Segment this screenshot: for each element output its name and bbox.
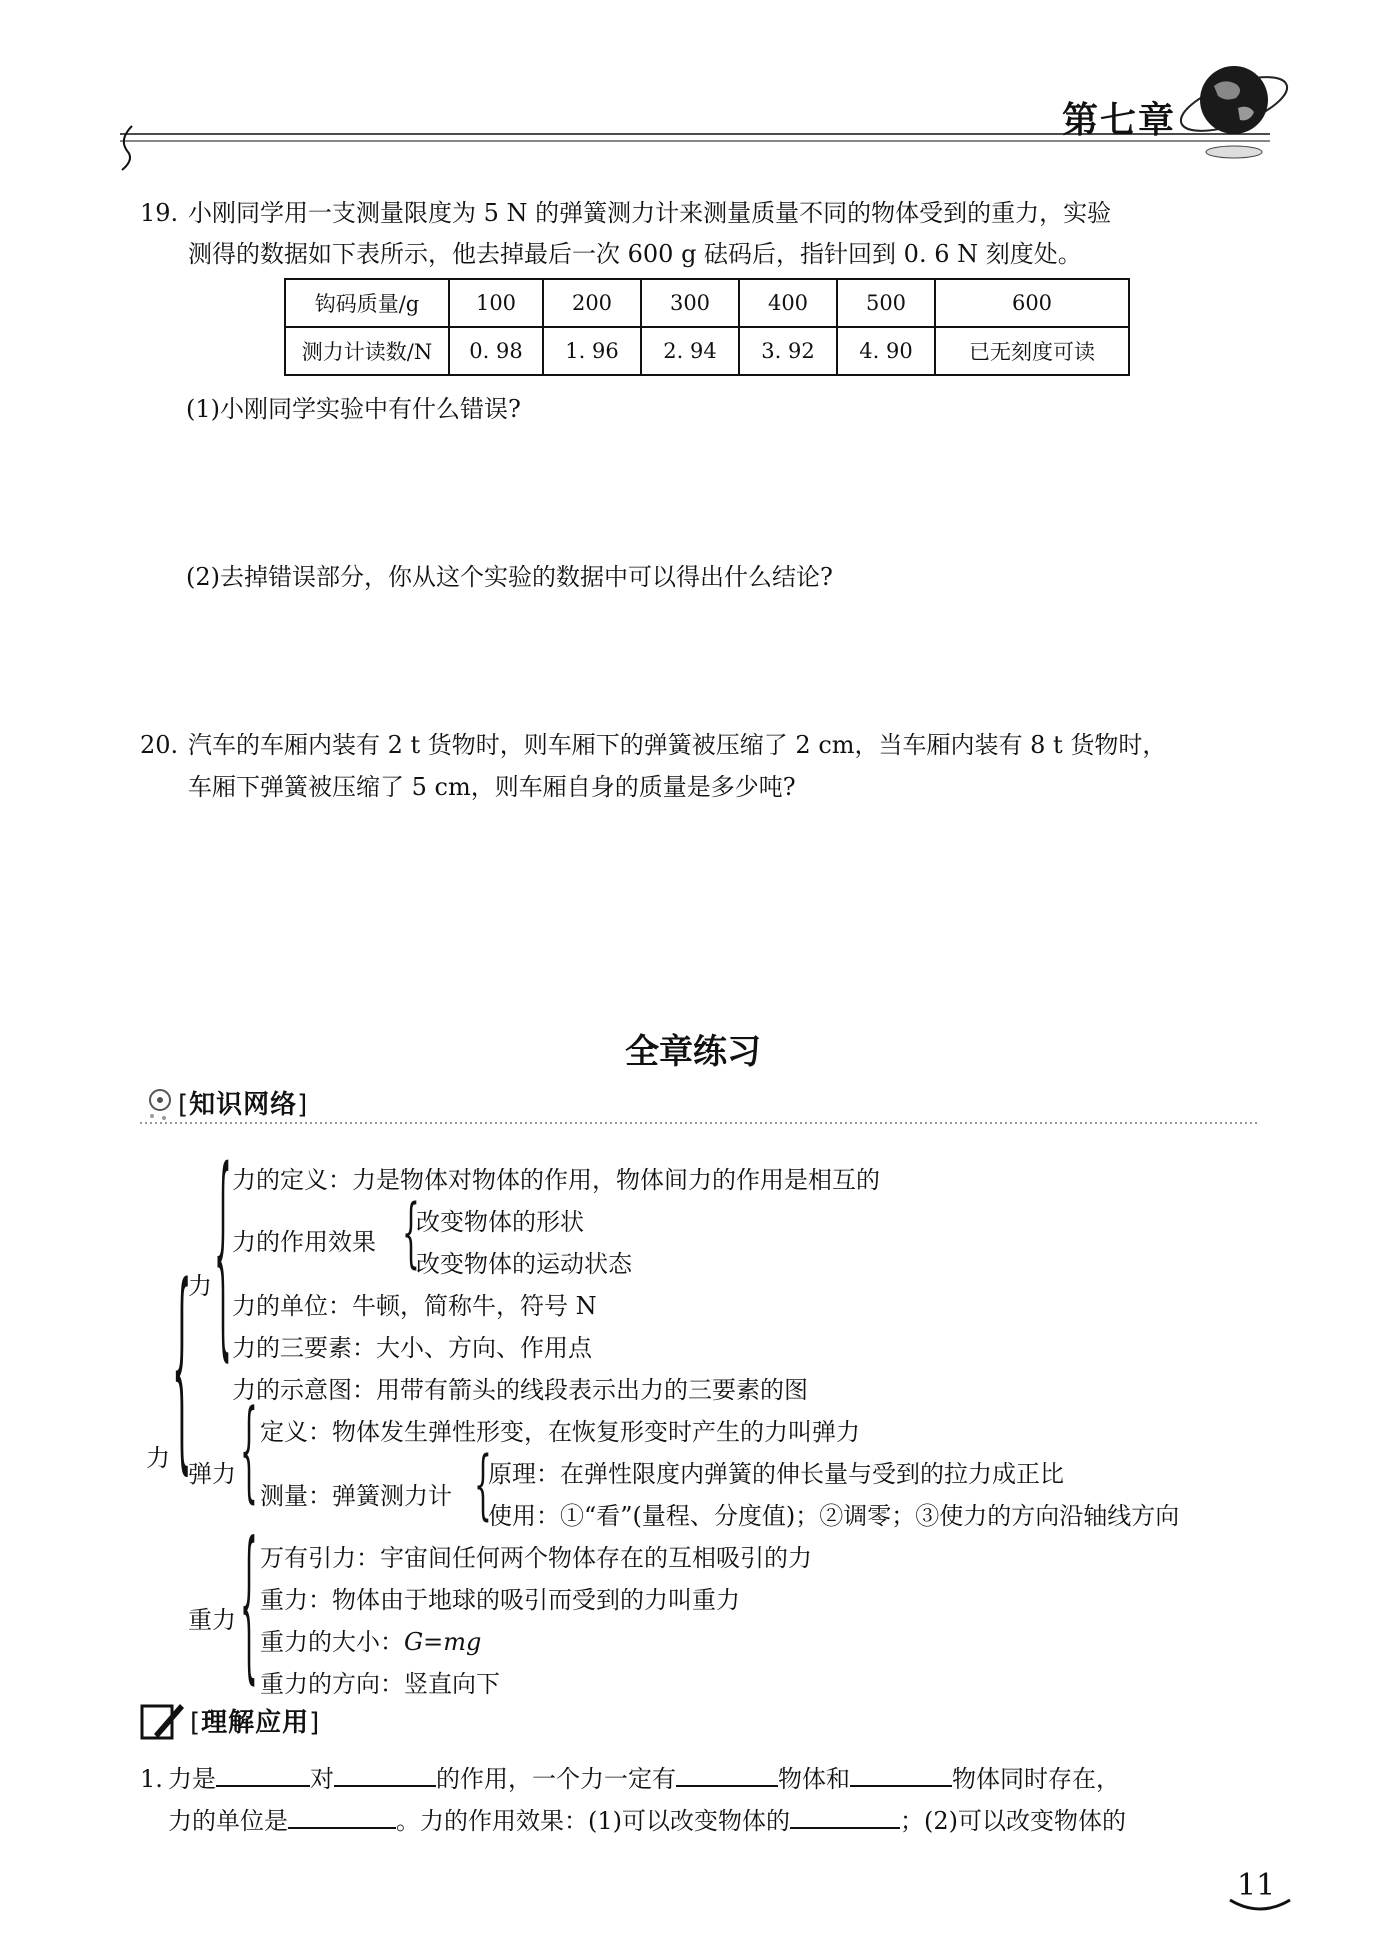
table-cell: 1. 96 <box>543 327 641 375</box>
chapter-title: 第七章 <box>1062 99 1177 141</box>
q1-text: ；(2)可以改变物体的 <box>900 1807 1126 1835</box>
q1-text: 物体同时存在， <box>952 1765 1120 1793</box>
page-number-swoosh-icon <box>1228 1894 1292 1914</box>
section-title: 全章练习 <box>625 1032 761 1072</box>
answer-blank[interactable] <box>334 1761 436 1787</box>
q19-line2: 测得的数据如下表所示，他去掉最后一次 600 g 砝码后，指针回到 0. 6 N 刻度处。 <box>188 240 1082 268</box>
pencil-icon <box>140 1700 186 1742</box>
q19-line1: 小刚同学用一支测量限度为 5 N 的弹簧测力计来测量质量不同的物体受到的重力，实验 <box>188 199 1112 227</box>
q1-line2 <box>168 1800 1126 1842</box>
dotted-divider <box>140 1120 1260 1126</box>
answer-blank[interactable] <box>850 1761 952 1787</box>
answer-blank[interactable] <box>676 1761 778 1787</box>
li-brace: { <box>214 1126 232 1383</box>
knowledge-network-icon <box>142 1084 182 1124</box>
q1-line1 <box>168 1758 1120 1800</box>
measure-brace: { <box>474 1441 492 1529</box>
tree-li-effect-2: 改变物体的运动状态 <box>416 1250 632 1278</box>
q1-number: 1. <box>140 1765 163 1793</box>
table-cell: 2. 94 <box>641 327 739 375</box>
q19-sub2: (2)去掉错误部分，你从这个实验的数据中可以得出什么结论? <box>186 563 833 591</box>
tree-li-effect-1: 改变物体的形状 <box>416 1208 584 1236</box>
tree-zhongli-gravitation: 万有引力：宇宙间任何两个物体存在的互相吸引的力 <box>260 1544 812 1572</box>
page-number: 11 <box>1237 1868 1276 1903</box>
table-cell: 600 <box>935 279 1129 327</box>
tree-root-label: 力 <box>146 1444 170 1472</box>
tree-zhongli-label: 重力 <box>188 1606 236 1634</box>
q20-line1: 汽车的车厢内装有 2 t 货物时，则车厢下的弹簧被压缩了 2 cm，当车厢内装有 8 t 货物时， <box>188 731 1167 759</box>
q19-number: 19. <box>140 199 179 227</box>
q20-line2: 车厢下弹簧被压缩了 5 cm，则车厢自身的质量是多少吨? <box>188 773 796 801</box>
tree-zhongli-definition: 重力：物体由于地球的吸引而受到的力叫重力 <box>260 1586 740 1614</box>
tree-zhongli-magnitude-prefix: 重力的大小： <box>260 1628 404 1656</box>
table-cell: 3. 92 <box>739 327 837 375</box>
application-badge: [理解应用] <box>190 1708 321 1738</box>
header-hook-icon <box>112 124 142 174</box>
table-cell: 300 <box>641 279 739 327</box>
root-brace: { <box>172 1242 192 1496</box>
answer-blank[interactable] <box>216 1761 310 1787</box>
table-cell: 200 <box>543 279 641 327</box>
answer-blank[interactable] <box>790 1803 900 1829</box>
table-cell: 0. 98 <box>449 327 543 375</box>
tanli-brace: { <box>240 1388 258 1515</box>
tree-tanli-label: 弹力 <box>188 1460 236 1488</box>
table-row <box>285 279 1129 327</box>
tree-zhongli-formula: G=mg <box>404 1628 482 1656</box>
tree-tanli-principle: 原理：在弹性限度内弹簧的伸长量与受到的拉力成正比 <box>488 1460 1064 1488</box>
answer-blank[interactable] <box>288 1803 396 1829</box>
q1-text: 对 <box>310 1765 334 1793</box>
tree-li-unit: 力的单位：牛顿，简称牛，符号 N <box>232 1292 597 1320</box>
table-cell: 已无刻度可读 <box>935 327 1129 375</box>
tree-li-effect-label: 力的作用效果 <box>232 1228 376 1256</box>
table-cell: 100 <box>449 279 543 327</box>
tree-tanli-definition: 定义：物体发生弹性形变，在恢复形变时产生的力叫弹力 <box>260 1418 860 1446</box>
table-header-reading: 测力计读数/N <box>285 327 449 375</box>
q1-text: 的作用，一个力一定有 <box>436 1765 676 1793</box>
zhongli-brace: { <box>240 1509 258 1701</box>
tree-zhongli-direction: 重力的方向：竖直向下 <box>260 1670 500 1698</box>
table-header-mass: 钩码质量/g <box>285 279 449 327</box>
q1-text: 物体和 <box>778 1765 850 1793</box>
tree-li-diagram: 力的示意图：用带有箭头的线段表示出力的三要素的图 <box>232 1376 808 1404</box>
table-cell: 4. 90 <box>837 327 935 375</box>
tree-tanli-measure-label: 测量：弹簧测力计 <box>260 1482 452 1510</box>
table-cell: 500 <box>837 279 935 327</box>
table-cell: 400 <box>739 279 837 327</box>
header-rule <box>120 131 1270 145</box>
effect-brace: { <box>402 1189 420 1277</box>
q19-sub1: (1)小刚同学实验中有什么错误? <box>186 395 521 423</box>
data-table <box>284 278 1130 376</box>
q20-number: 20. <box>140 731 179 759</box>
knowledge-network-badge: [知识网络] <box>178 1090 309 1120</box>
tree-tanli-usage: 使用：①“看”(量程、分度值)；②调零；③使力的方向沿轴线方向 <box>488 1502 1180 1530</box>
tree-li-definition: 力的定义：力是物体对物体的作用，物体间力的作用是相互的 <box>232 1166 880 1194</box>
table-row <box>285 327 1129 375</box>
q1-text: 力的单位是 <box>168 1807 288 1835</box>
tree-li-three-elements: 力的三要素：大小、方向、作用点 <box>232 1334 592 1362</box>
knowledge-network-label: 知识网络 <box>189 1090 298 1120</box>
tree-li-label: 力 <box>188 1272 212 1300</box>
q1-text: 力是 <box>168 1765 216 1793</box>
application-label: 理解应用 <box>201 1708 310 1738</box>
q1-text: 。力的作用效果：(1)可以改变物体的 <box>396 1807 790 1835</box>
tree-zhongli-magnitude <box>260 1622 481 1657</box>
